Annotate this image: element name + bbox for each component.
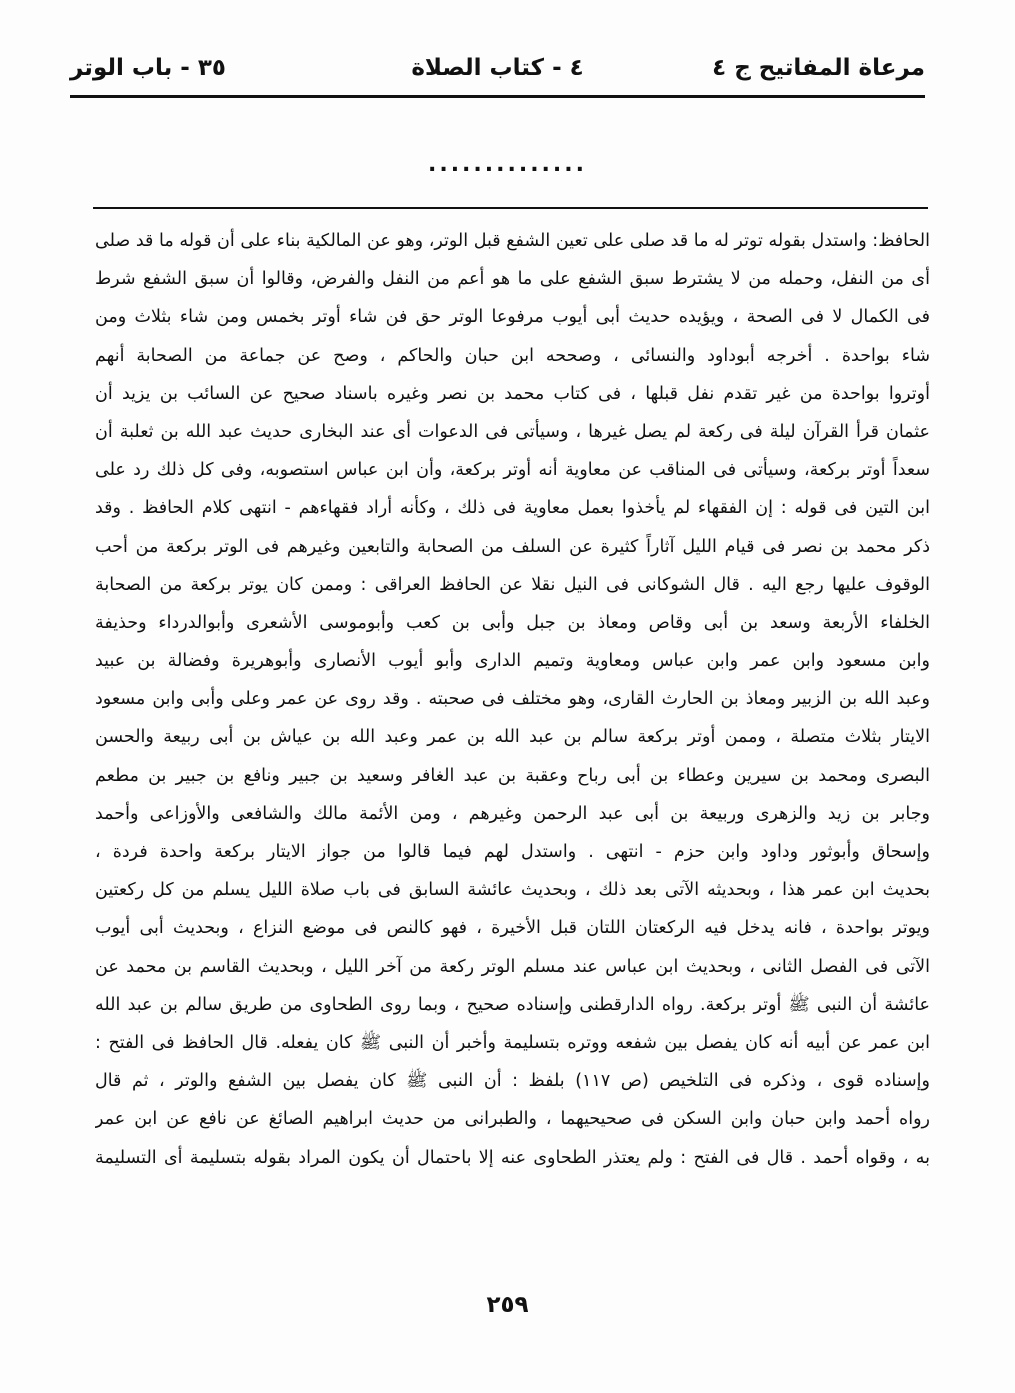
text-line: وعبد الله بن الزبير ومعاذ بن الحارث القارى، وهو مختلف فى صحبته . وقد روى عن عمر وعلى وأبى وابن مسعود xyxy=(95,689,930,710)
text-line: الوقوف عليها رجع اليه . قال الشوكانى فى النيل نقلا عن الحافظ العراقى : وممن كان يوتر بركعة من الصحابة xyxy=(95,574,930,595)
chapter-header: ٤ - كتاب الصلاة xyxy=(411,55,584,81)
text-line: رواه أحمد وابن حبان وابن السكن فى صحيحيهما ، والطبرانى من حديث ابراهيم الصائغ عن نافع عن ابن عمر xyxy=(95,1109,930,1130)
text-line: البصرى ومحمد بن سيرين وعطاء بن أبى رباح وعقبة بن عبد الغافر وسعيد بن جبير ونافع بن جبير بن مطعم xyxy=(95,765,930,786)
text-line: عائشة أن النبى ﷺ أوتر بركعة. رواه الدارقطنى وإسناده صحيح ، وبما روى الطحاوى من طريق سالم بن عبد الله xyxy=(95,994,930,1015)
text-line: فى الكمال لا فى الصحة ، ويؤيده حديث أبى أيوب مرفوعا الوتر حق فن شاء أوتر بخمس ومن شاء بثلاث ومن xyxy=(95,307,930,328)
text-line: بحديث ابن عمر هذا ، وبحديثه الآتى بعد ذلك ، وبحديث عائشة السابق فى باب صلاة الليل يسلم من كل ركعتين xyxy=(95,880,930,901)
page-number: ٢٥٩ xyxy=(486,1292,529,1318)
text-line: أوتروا بواحدة من غير تقدم نفل قبلها ، فى كتاب محمد بن نصر وغيره باسناد صحيح عن السائب بن يزيد أن xyxy=(95,383,930,404)
text-line: وابن مسعود وابن عمر وابن عباس ومعاوية وتميم الدارى وأبو أيوب الأنصارى وأبوهريرة وفضالة بن عبيد xyxy=(95,651,930,672)
text-line: ابن التين فى قوله : إن الفقهاء لم يأخذوا بعمل معاوية فى ذلك ، وكأنه أراد فقهاءهم - انتهى كلام الحافظ . وقد xyxy=(95,498,930,519)
section-header: ٣٥ - باب الوتر xyxy=(70,55,226,81)
text-line: أى من النفل، وحمله من لا يشترط سبق الشفع على ما هو أعم من النفل والفرض، وقالوا أن سبق الشفع شرط xyxy=(95,269,930,290)
text-line: وإسناده قوى ، وذكره فى التلخيص (ص ١١٧) بلفظ : أن النبى ﷺ كان يفصل بين الشفع والوتر ، ثم قال xyxy=(95,1071,930,1092)
text-line: الآتى فى الفصل الثانى ، وبحديث ابن عباس عند مسلم الوتر ركعة من آخر الليل ، وبحديث القاسم بن محمد عن xyxy=(95,956,930,977)
running-header xyxy=(70,55,925,95)
text-line: الخلفاء الأربعة وسعد بن أبى وقاص ومعاذ بن جبل وأبى بن كعب وأبوموسى الأشعرى وأبوالدرداء وحذيفة xyxy=(95,612,930,633)
text-line: ابن عمر عن أبيه أنه كان يفصل بين شفعه ووتره بتسليمة وأخبر أن النبى ﷺ كان يفعله. قال الحافظ فى الفتح : xyxy=(95,1032,930,1053)
ellipsis-separator: .............. xyxy=(427,152,587,177)
text-line: سعداً أوتر بركعة، وسيأتى فى المناقب عن معاوية أنه أوتر بركعة، وأن ابن عباس استصوبه، وفى كل ذلك رد على xyxy=(95,460,930,481)
body-text xyxy=(95,222,930,1177)
book-title-header: مرعاة المفاتيح ج ٤ xyxy=(712,55,925,81)
text-line: وإسحاق وأبوثور وداود وابن حزم - انتهى . واستدل لهم فيما قالوا من جواز الايتار بركعة واحدة فردة ، xyxy=(95,842,930,862)
section-divider xyxy=(93,207,928,209)
text-line: عثمان قرأ القرآن ليلة فى ركعة لم يصل غيرها ، وسيأتى فى الدعوات أى عند البخارى حديث عبد الله بن ثعلبة أن xyxy=(95,421,930,442)
text-line: ويوتر بواحدة ، فانه يدخل فيه الركعتان اللتان قبل الأخيرة ، فهو كالنص فى موضع النزاع ، وبحديث أبى أيوب xyxy=(95,918,930,939)
text-line: الحافظ: واستدل بقوله توتر له ما قد صلى على تعين الشفع قبل الوتر، وهو عن المالكية بناء على أن قوله ما قد صلى xyxy=(95,231,930,251)
text-line: شاء بواحدة . أخرجه أبوداود والنسائى ، وصححه ابن حبان والحاكم ، وصح عن جماعة من الصحابة أنهم xyxy=(95,345,930,366)
text-line: ذكر محمد بن نصر فى قيام الليل آثاراً كثيرة عن السلف من الصحابة والتابعين وغيرهم فى الوتر بركعة من أحب xyxy=(95,536,930,557)
text-line: الايتار بثلاث متصلة ، وممن أوتر بركعة سالم بن عبد الله بن عمر وعبد الله بن عياش بن أبى ربيعة والحسن xyxy=(95,727,930,748)
text-line: وجابر بن زيد والزهرى وربيعة بن أبى عبد الرحمن وغيرهم ، ومن الأئمة مالك والشافعى والأوزاعى وأحمد xyxy=(95,803,930,824)
text-line: به ، وقواه أحمد . قال فى الفتح : ولم يعتذر الطحاوى عنه إلا باحتمال أن يكون المراد بقوله بتسليمة أى التسليمة xyxy=(95,1147,930,1168)
header-divider xyxy=(70,95,925,98)
